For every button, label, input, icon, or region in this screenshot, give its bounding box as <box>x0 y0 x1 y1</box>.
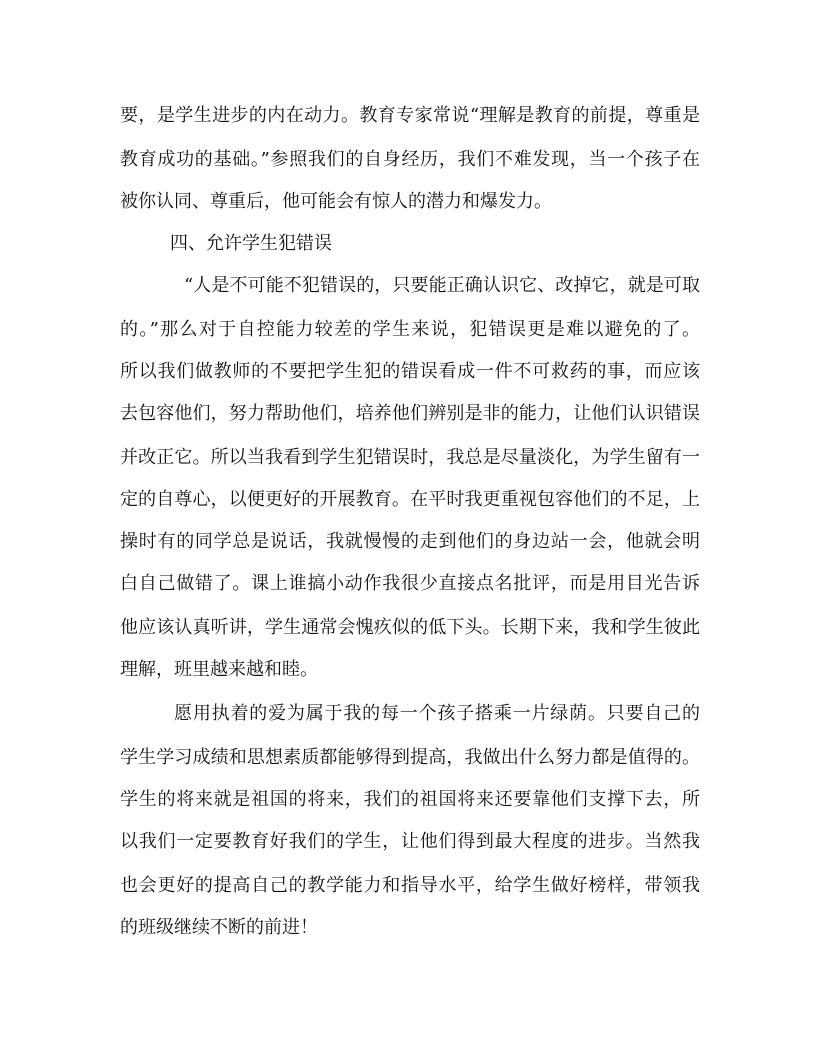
section-heading: 四、允许学生犯错误 <box>170 233 332 254</box>
paragraph-line: 被你认同、尊重后，他可能会有惊人的潜力和爆发力。 <box>120 191 552 212</box>
paragraph-line: “人是不可能不犯错误的，只要能正确认识它、改掉它，就是可取 <box>184 275 700 296</box>
paragraph-line: 去包容他们，努力帮助他们，培养他们辨别是非的能力，让他们认识错误 <box>120 403 700 424</box>
paragraph-line: 他应该认真听讲，学生通常会愧疚似的低下头。长期下来，我和学生彼此 <box>120 617 700 638</box>
paragraph-line: 要，是学生进步的内在动力。教育专家常说“理解是教育的前提，尊重是 <box>120 105 700 126</box>
paragraph-line: 白自己做错了。课上谁搞小动作我很少直接点名批评，而是用目光告诉 <box>120 573 700 594</box>
paragraph-line: 以我们一定要教育好我们的学生，让他们得到最大程度的进步。当然我 <box>120 831 700 852</box>
paragraph-line: 并改正它。所以当我看到学生犯错误时，我总是尽量淡化，为学生留有一 <box>120 447 700 468</box>
paragraph-line: 操时有的同学总是说话，我就慢慢的走到他们的身边站一会，他就会明 <box>120 531 700 552</box>
paragraph-line: 理解，班里越来越和睦。 <box>120 659 318 680</box>
paragraph-line: 的。”那么对于自控能力较差的学生来说，犯错误更是难以避免的了。 <box>120 319 700 340</box>
paragraph-line: 愿用执着的爱为属于我的每一个孩子搭乘一片绿荫。只要自己的 <box>174 703 700 724</box>
paragraph-line: 教育成功的基础。”参照我们的自身经历，我们不难发现，当一个孩子在 <box>120 149 700 170</box>
paragraph-line: 学生的将来就是祖国的将来，我们的祖国将来还要靠他们支撑下去，所 <box>120 789 700 810</box>
paragraph-line: 定的自尊心，以便更好的开展教育。在平时我更重视包容他们的不足，上 <box>120 489 700 510</box>
paragraph-line: 的班级继续不断的前进！ <box>120 917 318 938</box>
paragraph-line: 学生学习成绩和思想素质都能够得到提高，我做出什么努力都是值得的。 <box>120 747 700 768</box>
paragraph-line: 所以我们做教师的不要把学生犯的错误看成一件不可救药的事，而应该 <box>120 361 700 382</box>
paragraph-line: 也会更好的提高自己的教学能力和指导水平，给学生做好榜样，带领我 <box>120 875 700 896</box>
